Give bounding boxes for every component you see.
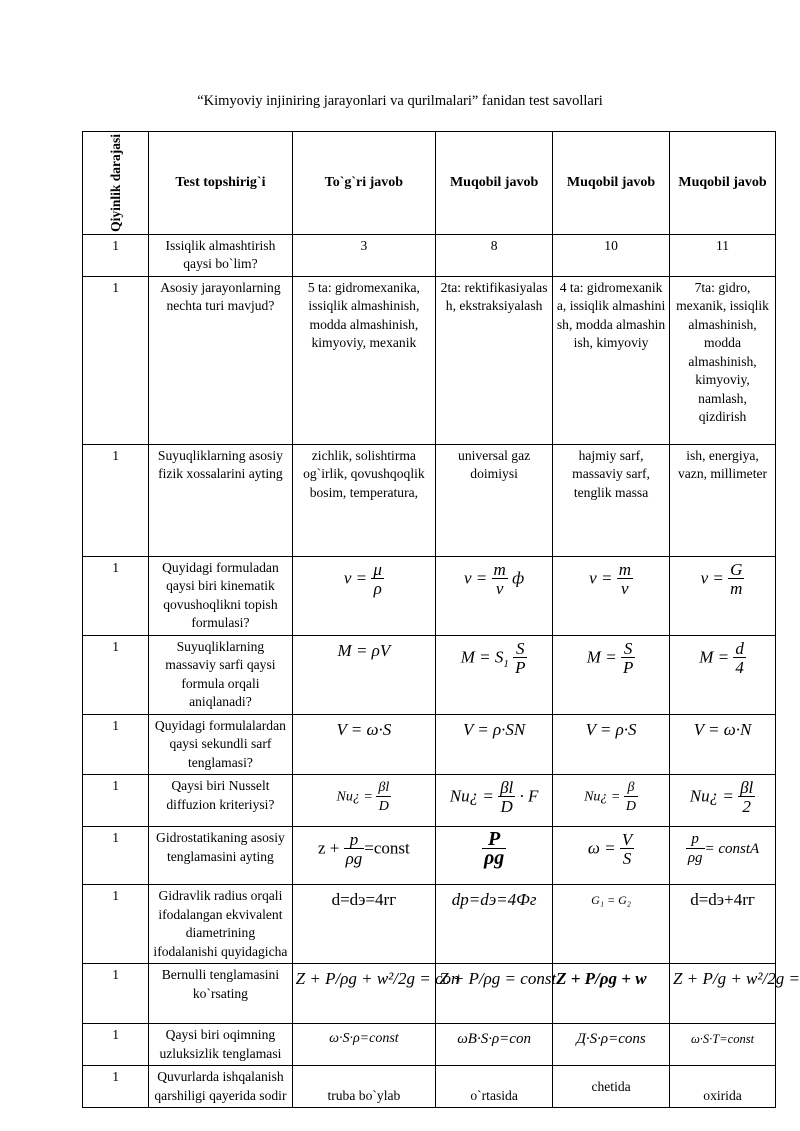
- header-level: Qiyinlik darajasi: [83, 132, 149, 235]
- alt2-cell: 10: [553, 234, 670, 276]
- test-table: [82, 131, 800, 1108]
- table-row: [83, 234, 776, 276]
- correct-formula: ω·S·ρ=const: [292, 1024, 435, 1066]
- alt3-formula: ω·S·T=const: [670, 1024, 776, 1066]
- header-task: Test topshirig`i: [149, 132, 292, 235]
- table-row: [83, 635, 776, 714]
- task-cell: Qaysi biri Nusselt diffuzion kriteriysi?: [149, 775, 292, 827]
- alt1-formula: Z + P/ρg = const: [436, 964, 553, 1024]
- task-cell: Suyuqliklarning asosiy fizik xossalarini ayting: [149, 444, 292, 556]
- alt1-cell: 2ta: rektifikasiyalash, ekstraksiyalash: [436, 276, 553, 444]
- level-cell: 1: [83, 234, 149, 276]
- level-cell: 1: [83, 444, 149, 556]
- task-cell: Gidrostatikaning asosiy tenglamasini ayting: [149, 827, 292, 885]
- correct-formula: z + $\frac{p}{\rho g}$ =const: [292, 827, 435, 885]
- alt1-formula: $\frac{P}{\rho g}$: [436, 827, 553, 885]
- correct-cell: truba bo`ylab: [292, 1066, 435, 1108]
- header-alt2: Muqobil javob: [553, 132, 670, 235]
- alt2-formula: Nu¿ = $\frac{\beta}{D}$: [553, 775, 670, 827]
- level-cell: 1: [83, 1024, 149, 1066]
- level-cell: 1: [83, 964, 149, 1024]
- alt3-formula: Nu¿ = $\frac{\beta l}{2}$: [670, 775, 776, 827]
- alt1-formula: v = $\frac{m}{v}$ ф: [436, 556, 553, 635]
- correct-cell: 3: [292, 234, 435, 276]
- table-row: [83, 827, 776, 885]
- table-row: [83, 714, 776, 775]
- level-cell: 1: [83, 827, 149, 885]
- alt3-cell: oxirida: [670, 1066, 776, 1108]
- correct-formula: d=dэ=4rг: [292, 885, 435, 964]
- alt1-formula: $M = S_1$ $\frac{S}{P}$: [436, 635, 553, 714]
- task-cell: Issiqlik almashtirish qaysi bo`lim?: [149, 234, 292, 276]
- task-cell: Gidravlik radius orqali ifodalangan ekvivalent diametrining ifodalanishi quyidagicha: [149, 885, 292, 964]
- alt3-formula: Z + P/g + w²/2g =: [670, 964, 776, 1024]
- task-cell: Quyidagi formulalardan qaysi sekundli sarf tenglamasi?: [149, 714, 292, 775]
- correct-formula: Nu¿ = $\frac{\beta l}{D}$: [292, 775, 435, 827]
- alt2-formula: Z + P/ρg + w: [553, 964, 670, 1024]
- alt1-cell: 8: [436, 234, 553, 276]
- table-row: [83, 964, 776, 1024]
- header-alt1: Muqobil javob: [436, 132, 553, 235]
- table-row: [83, 444, 776, 556]
- correct-cell: zichlik, solishtirma og`irlik, qovushqoqlik bosim, temperatura,: [292, 444, 435, 556]
- header-correct: To`g`ri javob: [292, 132, 435, 235]
- alt1-formula: Nu¿ = $\frac{\beta l}{D}$ · F: [436, 775, 553, 827]
- page-title: “Kimyoviy injiniring jarayonlari va qurilmalari” fanidan test savollari: [197, 93, 603, 109]
- alt2-cell: chetida: [553, 1066, 670, 1108]
- alt3-formula: M = $\frac{d}{4}$: [670, 635, 776, 714]
- table-row: [83, 775, 776, 827]
- alt1-cell: o`rtasida: [436, 1066, 553, 1108]
- level-cell: 1: [83, 885, 149, 964]
- alt3-cell: 7ta: gidro, mexanik, issiqlik almashinish, modda almashinish, kimyoviy, namlash, qizdirish: [670, 276, 776, 444]
- alt3-formula: V = ω·N: [670, 714, 776, 775]
- alt2-cell: 4 ta: gidromexanika, issiqlik almashinish, modda almashinish, kimyoviy: [553, 276, 670, 444]
- alt3-cell: ish, energiya, vazn, millimeter: [670, 444, 776, 556]
- alt3-cell: 11: [670, 234, 776, 276]
- alt2-formula: M = $\frac{S}{P}$: [553, 635, 670, 714]
- alt1-formula: dр=dэ=4Фг: [436, 885, 553, 964]
- level-cell: 1: [83, 635, 149, 714]
- correct-formula: Z + P/ρg + w²/2g = con: [292, 964, 435, 1024]
- table-row: [83, 1024, 776, 1066]
- table-row: [83, 276, 776, 444]
- alt2-cell: hajmiy sarf, massaviy sarf, tenglik massa: [553, 444, 670, 556]
- alt2-formula: V = ρ·S: [553, 714, 670, 775]
- alt1-formula: ωB·S·ρ=con: [436, 1024, 553, 1066]
- alt2-formula: G₁ = G₂: [553, 885, 670, 964]
- level-cell: 1: [83, 556, 149, 635]
- correct-cell: 5 ta: gidromexanika, issiqlik almashinish, modda almashinish, kimyoviy, mexanik: [292, 276, 435, 444]
- alt2-formula: Д·S·ρ=cons: [553, 1024, 670, 1066]
- task-cell: Quvurlarda ishqalanish qarshiligi qayerida sodir: [149, 1066, 292, 1108]
- alt3-formula: $\frac{p}{\rho g}$ = constA: [670, 827, 776, 885]
- alt1-cell: universal gaz doimiysi: [436, 444, 553, 556]
- header-row: [83, 132, 776, 235]
- alt3-formula: v = $\frac{G}{m}$: [670, 556, 776, 635]
- correct-formula: v = $\frac{\mu}{\rho}$: [292, 556, 435, 635]
- alt3-formula: d=dэ+4rг: [670, 885, 776, 964]
- task-cell: Bernulli tenglamasini ko`rsating: [149, 964, 292, 1024]
- task-cell: Qaysi biri oqimning uzluksizlik tenglamasi: [149, 1024, 292, 1066]
- level-cell: 1: [83, 714, 149, 775]
- correct-formula: V = ω·S: [292, 714, 435, 775]
- table-row: [83, 1066, 776, 1108]
- level-cell: 1: [83, 775, 149, 827]
- task-cell: Suyuqliklarning massaviy sarfi qaysi formula orqali aniqlanadi?: [149, 635, 292, 714]
- task-cell: Asosiy jarayonlarning nechta turi mavjud?: [149, 276, 292, 444]
- table-row: [83, 556, 776, 635]
- alt1-formula: V = ρ·SN: [436, 714, 553, 775]
- level-cell: 1: [83, 276, 149, 444]
- task-cell: Quyidagi formuladan qaysi biri kinematik qovushoqlikni topish formulasi?: [149, 556, 292, 635]
- alt2-formula: ω = $\frac{V}{S}$: [553, 827, 670, 885]
- table-row: [83, 885, 776, 964]
- level-cell: 1: [83, 1066, 149, 1108]
- alt2-formula: v = $\frac{m}{v}$: [553, 556, 670, 635]
- header-alt3: Muqobil javob: [670, 132, 776, 235]
- correct-formula: M = ρV: [292, 635, 435, 714]
